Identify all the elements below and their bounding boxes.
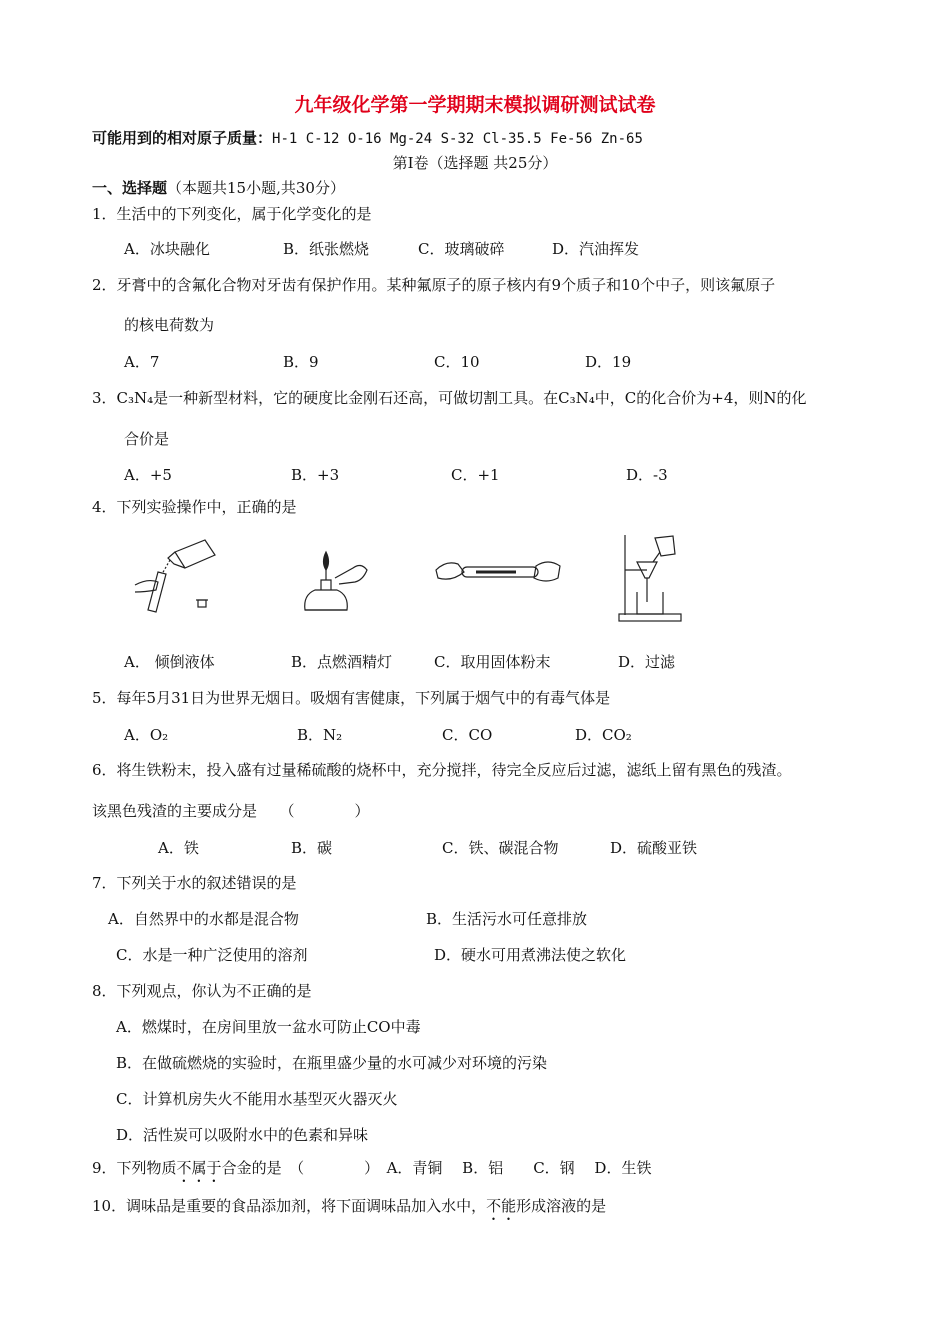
q2-stem-line2: 的核电荷数为 [124, 316, 215, 334]
section-title: 第Ⅰ卷（选择题 共25分） [392, 154, 558, 172]
q3-stem-line1: 3．C₃N₄是一种新型材料，它的硬度比金刚石还高，可做切割工具。在C₃N₄中，C的化合价为+4，则N的化 [92, 389, 807, 407]
q5-option-c: C．CO [442, 726, 493, 744]
q3-option-d: D．-3 [626, 466, 668, 484]
q5-option-b: B．N₂ [297, 726, 343, 744]
q6-option-b: B．碳 [291, 839, 333, 857]
pouring-liquid-figure [130, 530, 225, 615]
q3-option-c: C．+1 [451, 466, 500, 484]
q3-option-a: A．+5 [124, 466, 172, 484]
q8-option-b: B．在做硫燃烧的实验时，在瓶里盛少量的水可减少对环境的污染 [116, 1054, 548, 1072]
q5-option-d: D．CO₂ [575, 726, 632, 744]
q1-option-c: C．玻璃破碎 [418, 240, 505, 258]
filtration-figure [615, 530, 690, 625]
lighting-alcohol-lamp-figure [295, 540, 375, 620]
q1-option-a: A．冰块融化 [124, 240, 210, 258]
q7-option-a: A．自然界中的水都是混合物 [108, 910, 299, 928]
q9-emphasis: 不属于 [176, 1159, 222, 1177]
q8-option-c: C．计算机房失火不能用水基型灭火器灭火 [116, 1090, 398, 1108]
q8-option-d: D．活性炭可以吸附水中的色素和异味 [116, 1126, 369, 1144]
q10-stem-pre: 10．调味品是重要的食品添加剂，将下面调味品加入水中， [92, 1197, 487, 1215]
q8-stem: 8．下列观点，你认为不正确的是 [92, 982, 312, 1000]
part1-heading: 一、选择题 [92, 179, 168, 197]
q2-stem-line1: 2．牙膏中的含氟化合物对牙齿有保护作用。某种氟原子的原子核内有9个质子和10个中子，则该氟原子 [92, 276, 776, 294]
q6-option-a: A．铁 [158, 839, 199, 857]
q5-option-a: A．O₂ [124, 726, 169, 744]
taking-powder-figure [432, 550, 564, 600]
q4-option-b: B．点燃酒精灯 [291, 653, 393, 671]
q7-option-d: D．硬水可用煮沸法使之软化 [434, 946, 627, 964]
q2-option-b: B．9 [283, 353, 319, 371]
q6-stem-line1: 6．将生铁粉末，投入盛有过量稀硫酸的烧杯中，充分搅拌，待完全反应后过滤，滤纸上留有黑色的残渣。 [92, 761, 792, 779]
q5-stem: 5．每年5月31日为世界无烟日。吸烟有害健康，下列属于烟气中的有毒气体是 [92, 689, 611, 707]
q10-line [92, 1196, 606, 1224]
q6-option-d: D．硫酸亚铁 [610, 839, 698, 857]
q7-option-b: B．生活污水可任意排放 [426, 910, 588, 928]
q4-option-d: D．过滤 [618, 653, 676, 671]
q3-stem-line2: 合价是 [124, 430, 170, 448]
q4-stem: 4．下列实验操作中，正确的是 [92, 498, 297, 516]
q2-option-c: C．10 [434, 353, 480, 371]
q9-stem-post: 合金的是 （ ） A．青铜 B．铝 C．钢 D．生铁 [221, 1159, 652, 1177]
q9-stem-pre: 9．下列物质 [92, 1159, 177, 1177]
q10-stem-post: 形成溶液的是 [516, 1197, 607, 1215]
q9-line [92, 1158, 651, 1186]
q6-stem-line2: 该黑色残渣的主要成分是 （ ） [92, 802, 370, 820]
atomic-mass-line [92, 128, 643, 149]
atomic-mass-label: 可能用到的相对原子质量： [92, 129, 273, 147]
q1-stem: 1．生活中的下列变化，属于化学变化的是 [92, 205, 372, 223]
q4-option-a: A． 倾倒液体 [124, 653, 215, 671]
page-title: 九年级化学第一学期期末模拟调研测试试卷 [294, 94, 656, 116]
q3-option-b: B．+3 [291, 466, 340, 484]
q7-stem: 7．下列关于水的叙述错误的是 [92, 874, 297, 892]
q6-option-c: C．铁、碳混合物 [442, 839, 559, 857]
q2-option-d: D．19 [585, 353, 632, 371]
q1-option-d: D．汽油挥发 [552, 240, 640, 258]
q7-option-c: C．水是一种广泛使用的溶剂 [116, 946, 308, 964]
q8-option-a: A．燃煤时，在房间里放一盆水可防止CO中毒 [116, 1018, 421, 1036]
q2-option-a: A．7 [124, 353, 160, 371]
q4-option-c: C．取用固体粉末 [434, 653, 551, 671]
atomic-mass-values: H-1 C-12 O-16 Mg-24 S-32 Cl-35.5 Fe-56 Zn-65 [272, 131, 643, 147]
part1-note: （本题共15小题,共30分） [167, 179, 345, 197]
q10-emphasis: 不能 [486, 1197, 517, 1215]
part1-heading-line [92, 178, 345, 198]
q1-option-b: B．纸张燃烧 [283, 240, 370, 258]
